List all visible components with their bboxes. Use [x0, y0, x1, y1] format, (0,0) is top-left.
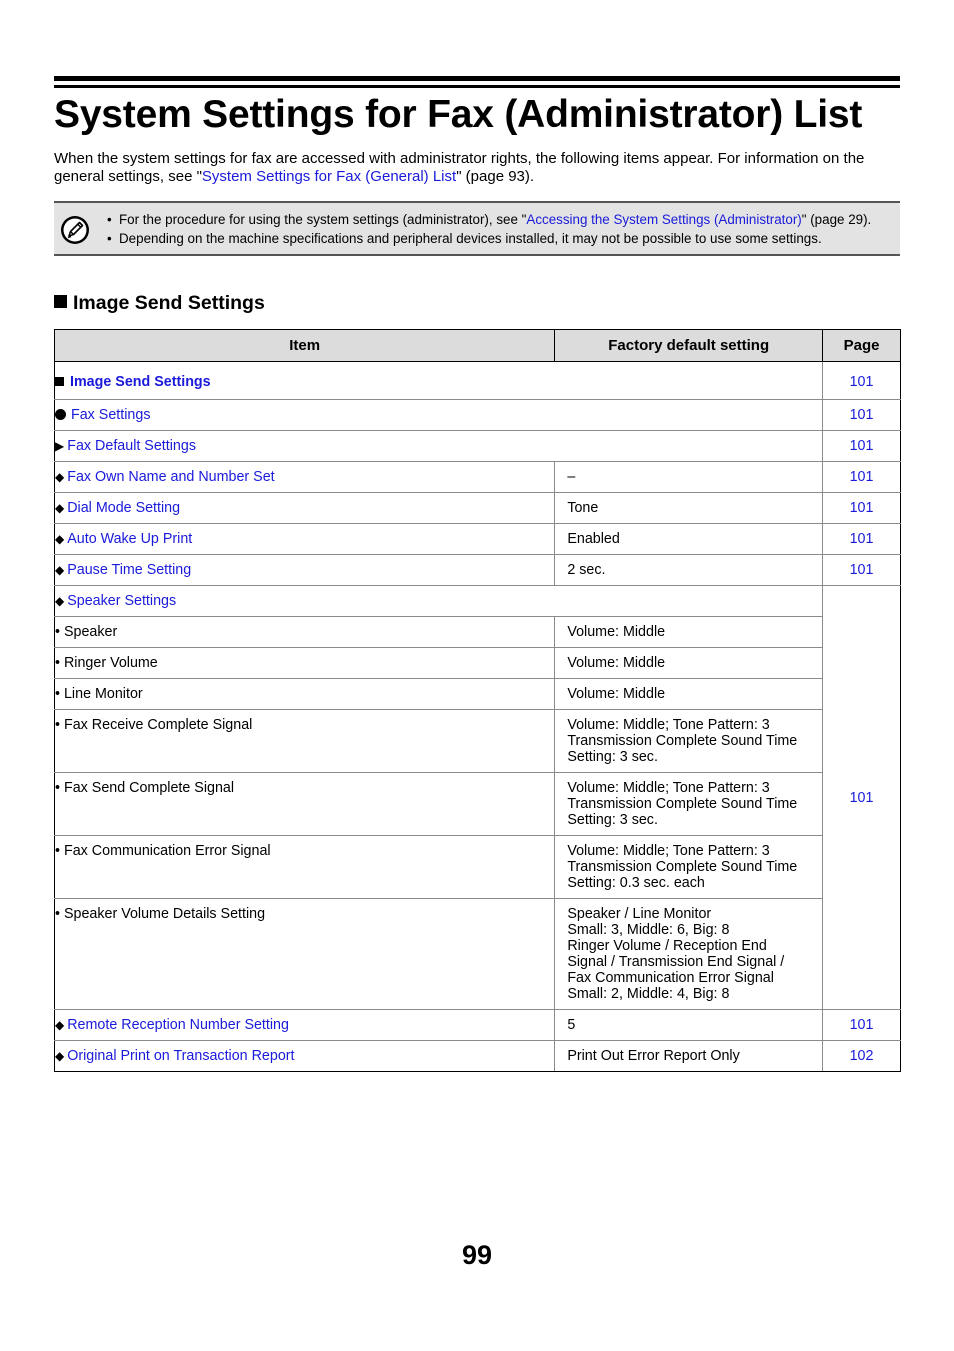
default-value: 2 sec. — [555, 555, 823, 586]
table-row — [55, 710, 901, 773]
page-cell — [823, 1010, 901, 1041]
item-cell — [55, 1010, 555, 1041]
table-row — [55, 462, 901, 493]
page-cell — [823, 362, 901, 400]
item-link-fax-settings[interactable]: Fax Settings — [71, 407, 151, 423]
default-value: Volume: Middle — [555, 679, 823, 710]
default-value: 5 — [555, 1010, 823, 1041]
page-cell — [823, 400, 901, 431]
table-row — [55, 899, 901, 1010]
item-cell — [55, 586, 823, 617]
item-cell: • Fax Send Complete Signal — [55, 773, 555, 836]
header-page: Page — [823, 330, 901, 362]
default-value: Volume: Middle; Tone Pattern: 3 Transmission Complete Sound Time Setting: 0.3 sec. each — [555, 836, 823, 899]
page-cell — [823, 493, 901, 524]
page-cell — [823, 431, 901, 462]
table-row — [55, 362, 901, 400]
page-link[interactable]: 102 — [849, 1048, 874, 1064]
item-cell — [55, 1041, 555, 1072]
page-title: System Settings for Fax (Administrator) List — [54, 93, 863, 136]
diamond-bullet-icon: ◆ — [55, 501, 65, 515]
item-link-remote-reception[interactable]: Remote Reception Number Setting — [67, 1017, 289, 1033]
item-link-fax-default-settings[interactable]: Fax Default Settings — [67, 438, 196, 454]
page-link[interactable]: 101 — [849, 562, 874, 578]
default-value: – — [555, 462, 823, 493]
item-link-fax-own-name[interactable]: Fax Own Name and Number Set — [67, 469, 275, 485]
page-link[interactable]: 101 — [849, 500, 874, 516]
item-cell: • Ringer Volume — [55, 648, 555, 679]
item-cell — [55, 524, 555, 555]
page-cell — [823, 462, 901, 493]
table-row — [55, 524, 901, 555]
page-cell — [823, 524, 901, 555]
sub-item-speaker: Speaker — [63, 624, 118, 640]
settings-table — [54, 329, 901, 1072]
note-item — [106, 210, 871, 229]
section-heading-text: Image Send Settings — [73, 292, 265, 314]
page-link[interactable]: 101 — [849, 469, 874, 485]
table-row — [55, 493, 901, 524]
square-bullet-icon — [54, 295, 67, 308]
triangle-bullet-icon: ▶ — [55, 439, 65, 453]
diamond-bullet-icon: ◆ — [55, 532, 65, 546]
table-header-row — [55, 330, 901, 362]
note-page-ref: " (page 29). — [801, 212, 872, 227]
page-number: 99 — [461, 1240, 493, 1270]
note-list — [106, 210, 871, 248]
page-cell — [823, 1041, 901, 1072]
note-item: • Depending on the machine specifications and peripheral devices installed, it may not be possible to use some settings. — [106, 229, 871, 248]
default-value: Tone — [555, 493, 823, 524]
page-link[interactable]: 101 — [849, 374, 874, 390]
item-cell: • Speaker — [55, 617, 555, 648]
item-cell — [55, 493, 555, 524]
page-link[interactable]: 101 — [849, 531, 874, 547]
item-cell: • Fax Communication Error Signal — [55, 836, 555, 899]
item-cell — [55, 462, 555, 493]
page-link[interactable]: 101 — [849, 789, 874, 806]
table-row — [55, 400, 901, 431]
section-heading — [54, 290, 265, 316]
diamond-bullet-icon: ◆ — [55, 470, 65, 484]
diamond-bullet-icon: ◆ — [55, 563, 65, 577]
item-link-pause-time[interactable]: Pause Time Setting — [67, 562, 192, 578]
item-cell — [55, 362, 823, 400]
table-row — [55, 648, 901, 679]
table-row — [55, 1010, 901, 1041]
intro-paragraph — [54, 150, 904, 186]
table-row — [55, 836, 901, 899]
default-value: Volume: Middle — [555, 617, 823, 648]
diamond-bullet-icon: ◆ — [55, 594, 65, 608]
table-row — [55, 617, 901, 648]
default-value: Volume: Middle — [555, 648, 823, 679]
item-cell — [55, 400, 823, 431]
table-row — [55, 773, 901, 836]
item-cell — [55, 555, 555, 586]
title-rule-bottom — [54, 85, 900, 88]
page-cell — [823, 555, 901, 586]
square-bullet-icon — [55, 377, 64, 386]
default-value: Enabled — [555, 524, 823, 555]
sub-item-volume-details: Speaker Volume Details Setting — [63, 906, 266, 922]
sub-item-ringer-volume: Ringer Volume — [63, 655, 158, 671]
table-row — [55, 431, 901, 462]
general-list-link[interactable]: System Settings for Fax (General) List — [201, 168, 457, 185]
item-link-image-send-settings[interactable]: Image Send Settings — [70, 374, 211, 390]
sub-item-error-signal: Fax Communication Error Signal — [63, 843, 271, 859]
item-link-dial-mode[interactable]: Dial Mode Setting — [67, 500, 181, 516]
page-link[interactable]: 101 — [849, 1017, 874, 1033]
item-cell: • Line Monitor — [55, 679, 555, 710]
table-row — [55, 679, 901, 710]
diamond-bullet-icon: ◆ — [55, 1049, 65, 1063]
item-cell: • Speaker Volume Details Setting — [55, 899, 555, 1010]
title-rule-top — [54, 76, 900, 81]
page-link[interactable]: 101 — [849, 407, 874, 423]
sub-item-line-monitor: Line Monitor — [63, 686, 143, 702]
intro-page-ref: " (page 93). — [456, 168, 535, 185]
page-cell — [823, 586, 901, 1010]
pencil-note-icon — [60, 215, 90, 245]
table-row — [55, 1041, 901, 1072]
item-cell — [55, 431, 823, 462]
item-cell: • Fax Receive Complete Signal — [55, 710, 555, 773]
diamond-bullet-icon: ◆ — [55, 1018, 65, 1032]
note-box — [54, 201, 900, 256]
default-value: Speaker / Line Monitor Small: 3, Middle: 6, Big: 8 Ringer Volume / Reception End Signal / Transmission End Signal / Fax Communication Error Signal Small: 2, Middle: 4, Big: 8 — [555, 899, 823, 1010]
circle-bullet-icon — [55, 409, 66, 420]
sub-item-receive-signal: Fax Receive Complete Signal — [63, 717, 253, 733]
page-link[interactable]: 101 — [849, 438, 874, 454]
table-row — [55, 555, 901, 586]
header-item: Item — [55, 330, 555, 362]
item-link-speaker-settings[interactable]: Speaker Settings — [67, 593, 177, 609]
note-text: For the procedure for using the system settings (administrator), see " — [119, 212, 527, 227]
accessing-settings-link[interactable]: Accessing the System Settings (Administrator) — [526, 212, 802, 227]
item-link-auto-wake-up[interactable]: Auto Wake Up Print — [67, 531, 193, 547]
default-value: Volume: Middle; Tone Pattern: 3 Transmission Complete Sound Time Setting: 3 sec. — [555, 710, 823, 773]
default-value: Volume: Middle; Tone Pattern: 3 Transmission Complete Sound Time Setting: 3 sec. — [555, 773, 823, 836]
intro-text: When the system settings for fax are accessed with administrator rights, the following items appear. For information on the general settings, see " — [54, 150, 865, 185]
default-value: Print Out Error Report Only — [555, 1041, 823, 1072]
item-link-original-print[interactable]: Original Print on Transaction Report — [67, 1048, 295, 1064]
sub-item-send-signal: Fax Send Complete Signal — [63, 780, 235, 796]
table-row — [55, 586, 901, 617]
header-default: Factory default setting — [555, 330, 823, 362]
